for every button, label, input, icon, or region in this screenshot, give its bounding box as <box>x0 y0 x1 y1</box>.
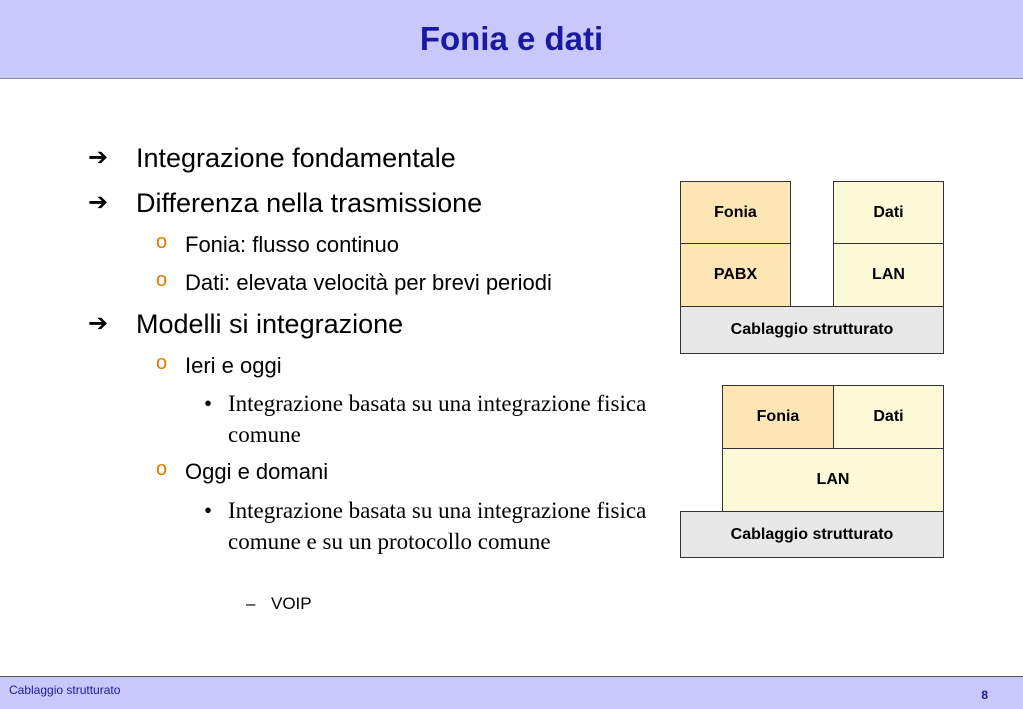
bullet-text: Differenza nella trasmissione <box>136 188 483 218</box>
diagram1-cablaggio-box: Cablaggio strutturato <box>680 306 944 354</box>
circle-bullet-icon: o <box>156 352 168 374</box>
sub-sub-bullet-text: Integrazione basata su una integrazione fisica comune <box>228 391 647 447</box>
diagram1-pabx-box: PABX <box>680 243 791 307</box>
dot-bullet-icon: • <box>204 391 213 416</box>
slide-footer <box>0 676 1023 709</box>
bullet-text: Modelli si integrazione <box>136 309 404 339</box>
arrow-bullet-icon: ➔ <box>88 188 109 216</box>
slide-header <box>0 0 1023 79</box>
sub-bullet-text: Ieri e oggi <box>185 353 282 378</box>
diagram1-dati-box: Dati <box>833 181 944 244</box>
diagram1-lan-box: LAN <box>833 243 944 307</box>
sub-bullet-text: Oggi e domani <box>185 459 329 484</box>
footer-title: Cablaggio strutturato <box>9 683 121 697</box>
page-number: 8 <box>981 688 988 702</box>
diagram2-fonia-box: Fonia <box>722 385 834 449</box>
slide-title: Fonia e dati <box>419 20 604 57</box>
arrow-bullet-icon: ➔ <box>88 309 109 337</box>
dot-bullet-icon: • <box>204 498 213 523</box>
arrow-bullet-icon: ➔ <box>88 143 109 171</box>
dash-bullet-icon: – <box>246 594 256 613</box>
diagram2-cablaggio-box: Cablaggio strutturato <box>680 511 944 558</box>
sub-sub-sub-bullet-text: VOIP <box>271 594 312 613</box>
bullet-text: Integrazione fondamentale <box>136 143 456 173</box>
diagram2-dati-box: Dati <box>833 385 944 449</box>
circle-bullet-icon: o <box>156 458 168 480</box>
circle-bullet-icon: o <box>156 269 168 291</box>
sub-bullet-text: Fonia: flusso continuo <box>185 232 400 257</box>
diagram2-lan-box: LAN <box>722 448 944 512</box>
sub-sub-bullet-text: Integrazione basata su una integrazione fisica comune e su un protocollo comune <box>228 498 647 554</box>
sub-bullet-text: Dati: elevata velocità per brevi periodi <box>185 270 552 295</box>
diagram1-fonia-box: Fonia <box>680 181 791 244</box>
circle-bullet-icon: o <box>156 231 168 253</box>
